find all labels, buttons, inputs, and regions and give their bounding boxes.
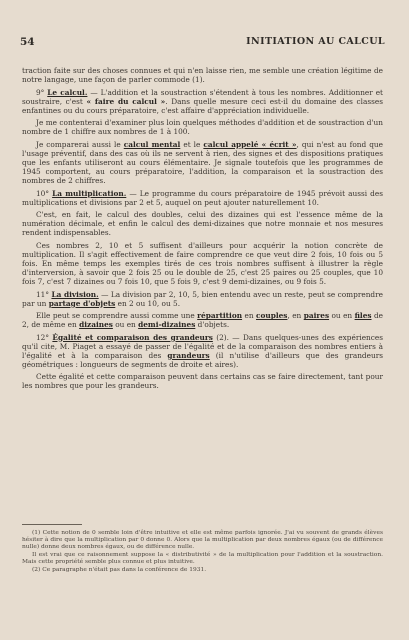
emphasis: demi-dizaines [138, 320, 196, 330]
section-number: 9° [36, 87, 45, 97]
footnotes [22, 530, 383, 576]
emphasis: partage d'objets [48, 298, 116, 308]
footnote-divider [22, 524, 82, 525]
paragraph-text: et le [180, 139, 204, 149]
emphasis: paires [303, 311, 330, 321]
paragraph-text: de 2, de même en [22, 311, 383, 330]
section-11 [22, 290, 383, 308]
paragraph-text: (il n'utilise d'ailleurs que des grandeurs géométriques : longueurs de segments de droite et aires). [22, 350, 383, 369]
paragraph-text: — Le programme du cours préparatoire de 1945 prévoit aussi des multiplications et divisions par 2 et 5, auquel on peut ajouter naturellement 10. [22, 188, 383, 207]
paragraph-text: ou en [329, 311, 355, 321]
paragraph-text: Je me contenterai d'examiner plus loin quelques méthodes d'addition et de soustraction d'un nombre de 1 chiffre aux nombres de 1 à 100. [22, 118, 383, 137]
emphasis: dizaines [79, 320, 113, 330]
section-10 [22, 189, 383, 207]
paragraph [22, 118, 383, 136]
paragraph-text: (2). — Dans quelques-unes des expériences qu'il cite, M. Piaget a essayé de passer de l'égalité et de la comparaison des nombres entiers à l'égalité et à la comparaison des [22, 332, 383, 360]
paragraph [22, 372, 383, 390]
paragraph-text: Je comparerai aussi le [36, 139, 124, 149]
paragraph [22, 241, 383, 286]
paragraph-text: d'objets. [195, 320, 230, 330]
footnote: (1) Cette notion de 0 semble loin d'être intuitive et elle est même parfois ignorée. J'ai vu souvent de grands élèves hésiter à dire que la multiplication par 0 donne 0. Alors que la multiplication par deux nombres égaux (ou de différence nulle) donne deux nombres égaux, ou de différence nulle. [22, 530, 383, 551]
footnote: (2) Ce paragraphe n'était pas dans la conférence de 1931. [32, 567, 207, 574]
emphasis: répartition [197, 311, 243, 321]
paragraph-text: Cette égalité et cette comparaison peuvent dans certains cas se faire directement, tant pour les nombres que pour les grandeurs. [22, 372, 383, 391]
paragraph-text: Ces nombres 2, 10 et 5 suffisent d'ailleurs pour acquérir la notion concrète de multiplication. Il s'agit effectivement de faire comprendre ce que veut dire 2 fois, 10 fois ou 5 fois. En même temps les exemples tirés de ces trois nombres suffisent à illustrer la règle d'interversion, à savoir que 2 fois 25 ou le double de 25, c'est 25 paires ou 25 couples, que 10 fois 7, c'est 7 dizaines ou 7 fois 10, que 5 fois 9, c'est 9 demi-dizaines, ou 9 fois 5. [22, 240, 383, 286]
page-header [20, 36, 385, 54]
section-12 [22, 333, 383, 369]
section-number: 12° [36, 332, 50, 342]
paragraph-text: C'est, en fait, le calcul des doubles, celui des dizaines qui est l'essence même de la numération décimale, et enfin le calcul des demi-dizaines que notre monnaie et nos mesures rendent indispensables. [22, 210, 383, 238]
section-number: 11° [36, 289, 50, 299]
paragraph-text: en [242, 311, 256, 321]
page-number: 54 [20, 36, 35, 48]
emphasis: calcul appelé « écrit » [203, 139, 297, 149]
section-number: 10° [36, 188, 50, 198]
body-text [22, 66, 383, 394]
emphasis: couples [256, 311, 288, 321]
paragraph-text: . Dans quelle mesure ceci est-il du domaine des classes enfantines ou du cours préparatoire, c'est affaire d'appréciation individuelle. [22, 96, 384, 115]
section-title: La division. [51, 289, 99, 299]
paragraph-text: , en [287, 311, 304, 321]
paragraph-text: — L'addition et la soustraction s'étendent à tous les nombres. Additionner et soustraire, c'est [22, 87, 383, 106]
emphasis: files [354, 311, 372, 321]
section-9 [22, 88, 383, 115]
emphasis: calcul mental [123, 139, 181, 149]
paragraph-text: Elle peut se comprendre aussi comme une [36, 311, 198, 321]
section-title: La multiplication. [52, 188, 127, 198]
paragraph [22, 66, 383, 84]
paragraph-text: en 2 ou 10, ou 5. [115, 298, 181, 308]
paragraph [22, 210, 383, 237]
running-title: INITIATION AU CALCUL [246, 36, 385, 47]
footnote: Il est vrai que ce raisonnement suppose la « distributivité » de la multiplication pour l'addition et la soustraction. Mais cette propriété semble plus connue et plus intuitive. [22, 552, 383, 566]
paragraph-text: , qui n'est au fond que l'usage préventif, dans des cas où ils ne servent à rien, des signes et des dispositions pratiques que les enfants utiliseront au cours élémentaire. Je signale toutefois que les programmes de 1945 comportent, au cours préparatoire, l'addition, la comparaison et la soustraction des nombres de 2 chiffres. [22, 139, 383, 186]
emphasis: « faire du calcul » [86, 96, 166, 106]
emphasis: grandeurs [167, 350, 210, 360]
paragraph [22, 311, 383, 329]
paragraph-text: — La division par 2, 10, 5, bien entendu avec un reste, peut se comprendre par un [22, 289, 383, 308]
section-title: Égalité et comparaison des grandeurs [52, 332, 213, 342]
paragraph-text: ou en [112, 320, 139, 330]
paragraph-text: traction faite sur des choses connues et qui n'en laisse rien, me semble une création légitime de notre langage, une façon de parler commode (1). [22, 66, 383, 85]
paragraph [22, 140, 383, 185]
section-title: Le calcul. [47, 87, 88, 97]
